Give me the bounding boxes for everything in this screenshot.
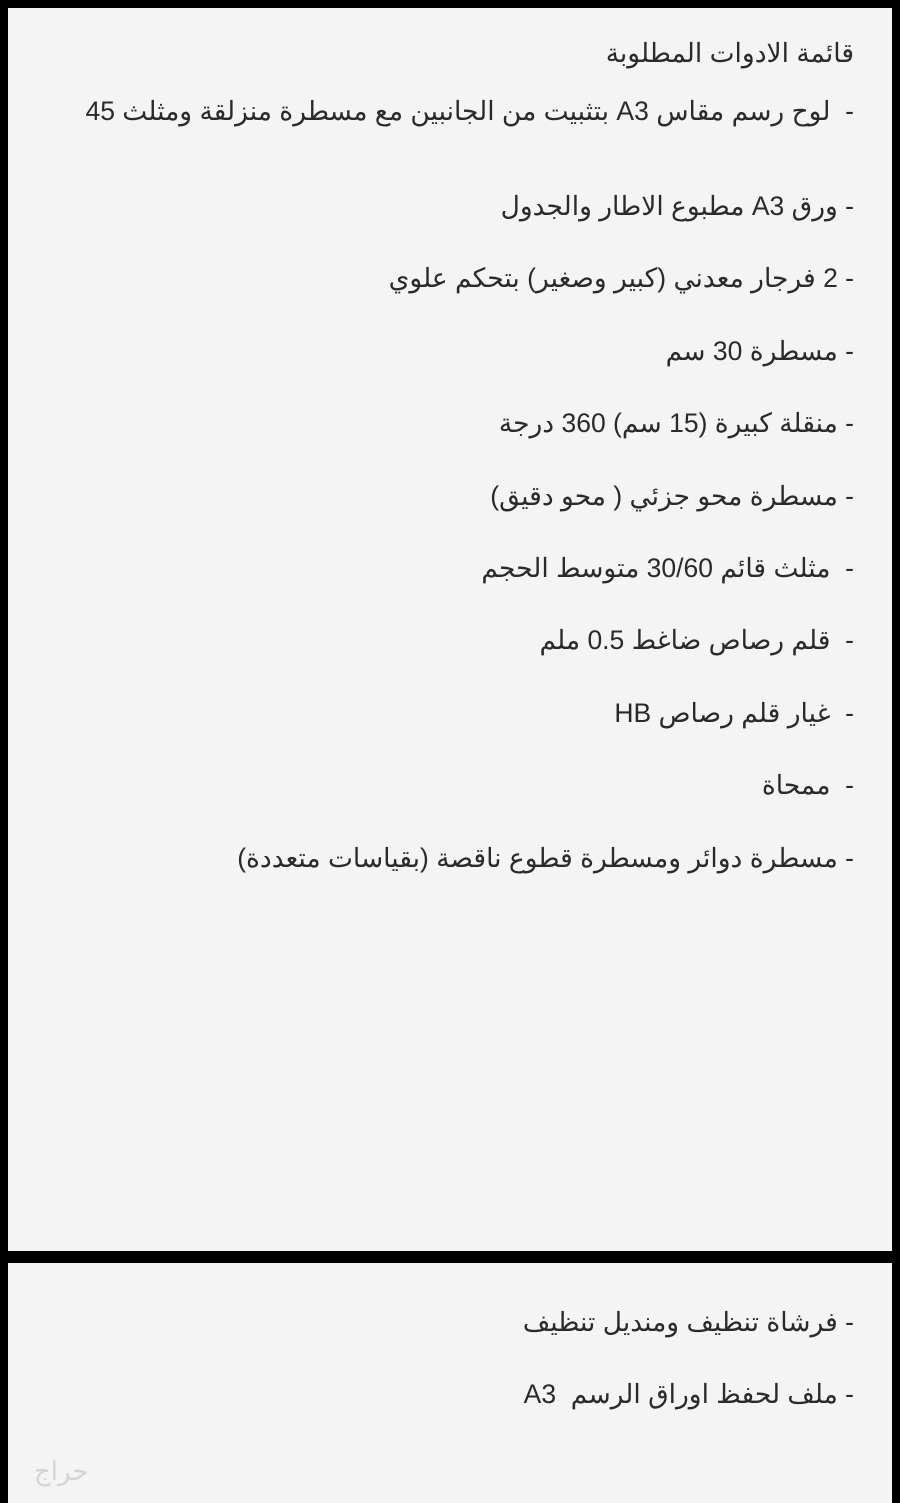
list-item: - غيار قلم رصاص HB xyxy=(614,697,854,728)
list-item: - لوح رسم مقاس A3 بتثبيت من الجانبين مع مسطرة منزلقة ومثلث 45 xyxy=(85,96,854,127)
list-title: قائمة الادوات المطلوبة xyxy=(605,38,854,68)
tools-list-card-continued xyxy=(8,1263,892,1503)
list-item: - مثلث قائم 30/60 متوسط الحجم xyxy=(481,552,854,583)
list-item: - فرشاة تنظيف ومنديل تنظيف xyxy=(522,1307,854,1337)
list-item: - مسطرة محو جزئي ( محو دقيق) xyxy=(490,480,854,511)
list-item: - 2 فرجار معدني (كبير وصغير) بتحكم علوي xyxy=(388,263,854,294)
tools-list-card xyxy=(8,8,892,1251)
list-item: - قلم رصاص ضاغط 0.5 ملم xyxy=(539,625,854,656)
list-item: - ورق A3 مطبوع الاطار والجدول xyxy=(500,190,854,221)
list-item: - مسطرة 30 سم xyxy=(665,335,854,366)
list-item: - ممحاة xyxy=(761,770,854,801)
list-item: - منقلة كبيرة (15 سم) 360 درجة xyxy=(498,408,854,439)
list-item: - ملف لحفظ اوراق الرسم A3 xyxy=(523,1379,854,1410)
list-item: - مسطرة دوائر ومسطرة قطوع ناقصة (بقياسات متعددة) xyxy=(237,842,854,873)
watermark: حراج xyxy=(34,1457,89,1487)
